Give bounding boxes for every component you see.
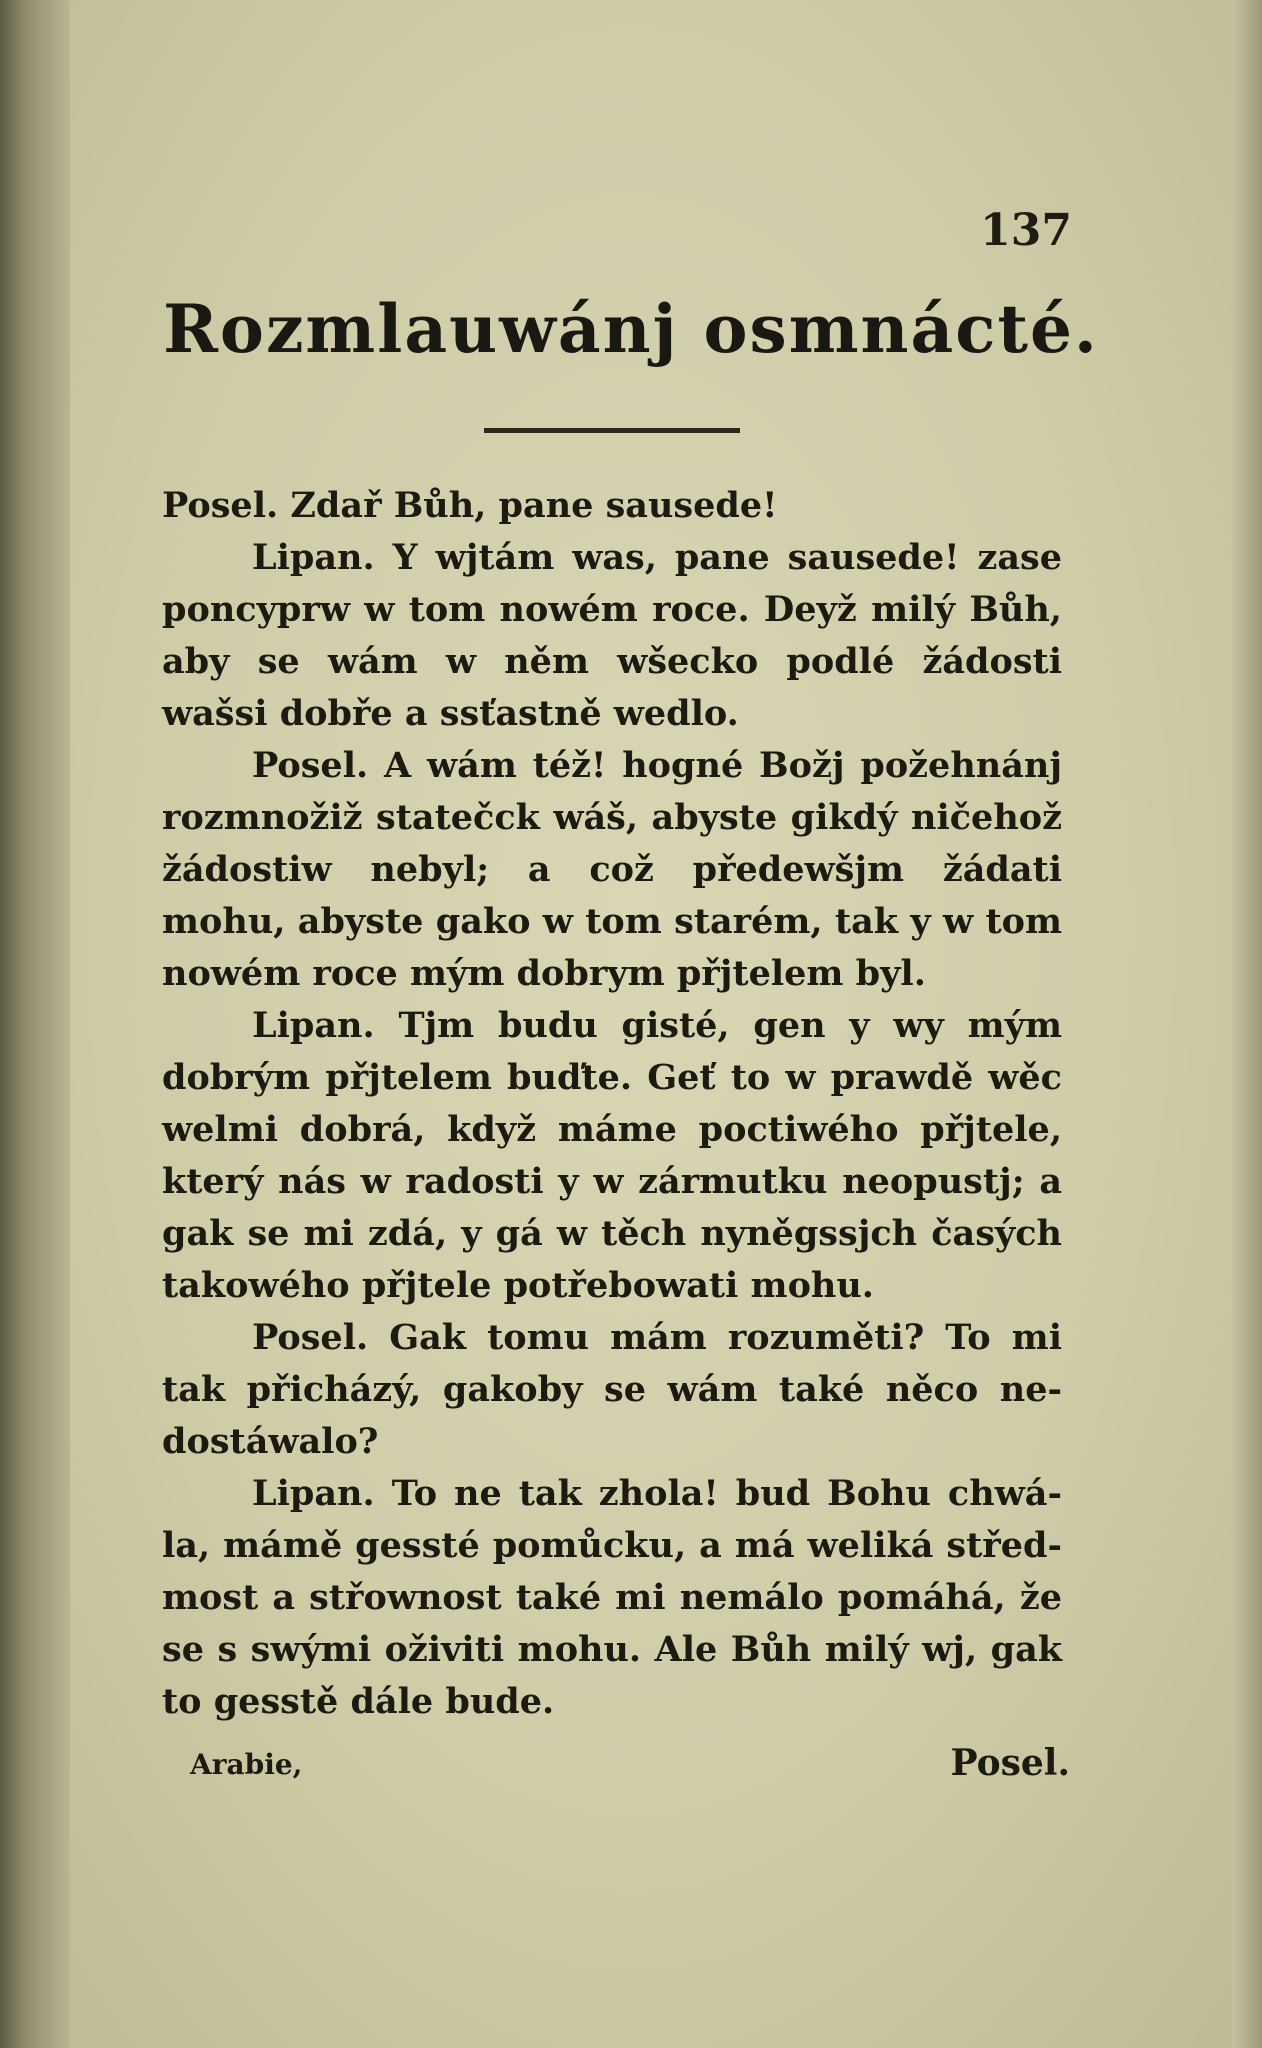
paragraph-3 [162,740,1062,1000]
speaker-name: Lipan. [252,1473,375,1514]
paragraph-text: To ne tak zhola! bud Bohu chwála, mámě gessté pomůcku, a má weliká středmost a střownost také mi nemálo pomáhá, že se s swými oživiti mohu. Ale Bůh milý wj, gak to gesstě dále bude. [162,1473,1063,1722]
page-footer [190,1742,1070,1808]
signature-mark: Arabie, [190,1748,303,1781]
speaker-name: Lipan. [252,1005,375,1046]
speaker-name: Lipan. [252,537,375,578]
paragraph-text: A wám též! hogné Božj požehnánj rozmnožiž statečck wáš, abyste gikdý ničehož žádostiw nebyl; a což předewšjm žádati mohu, abyste gako w tom starém, tak y w tom nowém roce mým dobrym přjtelem byl. [162,745,1062,994]
paragraph-text: Gak tomu mám rozuměti? To mi tak přicházý, gakoby se wám také něco nedostáwalo? [162,1317,1062,1462]
paragraph-text: Tjm budu gisté, gen y wy mým dobrým přjtelem buďte. Geť to w prawdě wěc welmi dobrá, když máme poctiwého přjtele, který nás w radosti y w zármutku neopustj; a gak se mi zdá, y gá w těch nyněgssjch časých takowého přjtele potřebowati mohu. [162,1005,1062,1306]
catchword: Posel. [950,1742,1070,1784]
speaker-name: Posel. [162,485,279,526]
paragraph-6 [162,1468,1062,1728]
dialogue-body [162,480,1062,1728]
paragraph-text: Y wjtám was, pane sausede! zase poncyprw w tom nowém roce. Deyž milý Bůh, aby se wám w něm wšecko podlé žádosti wašsi dobře a ssťastně wedlo. [162,537,1062,734]
paragraph-1 [162,480,1062,532]
page-number: 137 [980,205,1072,256]
paragraph-2 [162,532,1062,740]
speaker-name: Posel. [252,745,369,786]
paragraph-4 [162,1000,1062,1312]
speaker-name: Posel. [252,1317,369,1358]
chapter-title: Rozmlauwánj osmnácté. [163,290,1099,368]
title-rule [484,428,740,433]
paragraph-5 [162,1312,1062,1468]
paragraph-text: Zdař Bůh, pane sausede! [290,485,778,526]
